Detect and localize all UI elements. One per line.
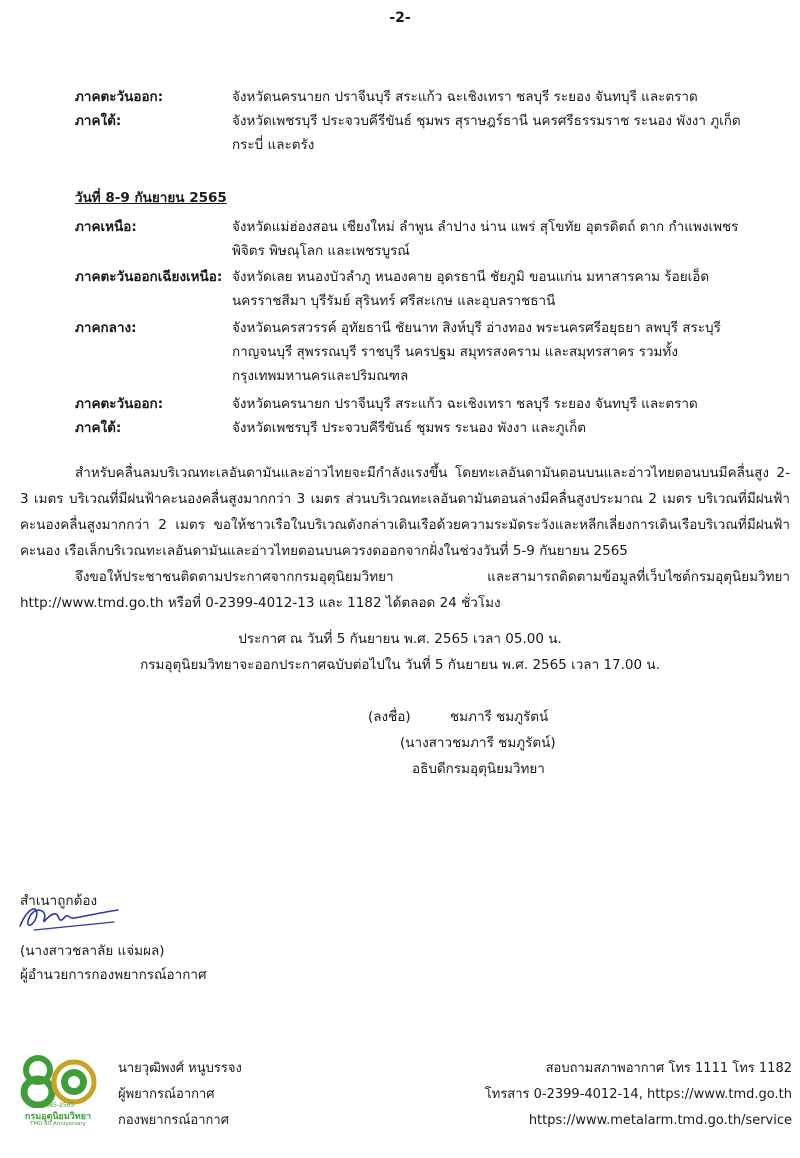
region-text: จังหวัดเพชรบุรี ประจวบคีรีขันธ์ ชุมพร สุราษฎร์ธานี นครศรีธรรมราช ระนอง พังงา ภูเก็ต กระบี่ และตรัง bbox=[232, 113, 741, 153]
region-text: จังหวัดเลย หนองบัวลำภู หนองคาย อุดรธานี ชัยภูมิ ขอนแก่น มหาสารคาม ร้อยเอ็ด นครราชสีมา บุรีรัมย์ สุรินทร์ ศรีสะเกษ และอุบลราชธานี bbox=[232, 269, 710, 309]
region-label: ภาคตะวันออก: bbox=[75, 89, 164, 105]
signed-prefix: (ลงชื่อ) bbox=[368, 709, 411, 725]
logo-years: 2485-2565 bbox=[41, 1102, 75, 1109]
signer-position: อธิบดีกรมอุตุนิยมวิทยา bbox=[412, 761, 545, 777]
region-label: ภาคใต้: bbox=[75, 113, 122, 129]
contact-phone: สอบถามสภาพอากาศ โทร 1111 โทร 1182 bbox=[545, 1061, 792, 1076]
logo-emblem-icon bbox=[18, 1052, 98, 1108]
logo-org-name: กรมอุตุนิยมวิทยา bbox=[24, 1112, 92, 1122]
next-issue-line: กรมอุตุนิยมวิทยาจะออกประกาศฉบับต่อไปใน วันที่ 5 กันยายน พ.ศ. 2565 เวลา 17.00 น. bbox=[140, 657, 660, 673]
certified-label: สำเนาถูกต้อง bbox=[20, 893, 98, 909]
page-number: -2- bbox=[389, 10, 411, 26]
region-label: ภาคตะวันออก: bbox=[75, 396, 164, 412]
region-label: ภาคเหนือ: bbox=[75, 219, 137, 235]
forecaster-role: ผู้พยากรณ์อากาศ bbox=[118, 1087, 215, 1102]
paragraph-waves: สำหรับคลื่นลมบริเวณทะเลอันดามันและอ่าวไทยจะมีกำลังแรงขึ้น โดยทะเลอันดามันตอนบนและอ่าวไทยตอนบนมีคลื่นสูง 2-3 เมตร บริเวณที่มีฝนฟ้าคะนองคลื่นสูงมากกว่า 3 เมตร ส่วนบริเวณทะเลอันดามันตอนล่างมีคลื่นสูงประมาณ 2 เมตร บริเวณที่มีฝนฟ้าคะนองคลื่นสูงมากกว่า 2 เมตร ขอให้ชาวเรือในบริเวณดังกล่าวเดินเรือด้วยความระมัดระวังและหลีกเลี่ยงการเดินเรือบริเวณที่มีฝนฟ้าคะนอง เรือเล็กบริเวณทะเลอันดามันและอ่าวไทยตอนบนควรงดออกจากฝั่งในช่วงวันที่ 5-9 กันยายน 2565 bbox=[20, 465, 790, 559]
region-label: ภาคใต้: bbox=[75, 420, 122, 436]
contact-url-link[interactable]: https://www.metalarm.tmd.go.th/service bbox=[528, 1113, 792, 1128]
handwritten-signature bbox=[14, 898, 124, 938]
region-text: จังหวัดนครนายก ปราจีนบุรี สระแก้ว ฉะเชิงเทรา ชลบุรี ระยอง จันทบุรี และตราด bbox=[232, 396, 698, 412]
region-text: จังหวัดนครสวรรค์ อุทัยธานี ชัยนาท สิงห์บุรี อ่างทอง พระนครศรีอยุธยา ลพบุรี สระบุรี กาญจนบุรี สุพรรณบุรี ราชบุรี นครปฐม สมุทรสงคราม และสมุทรสาคร รวมทั้งกรุงเทพมหานครและปริมณฑล bbox=[232, 320, 721, 384]
tmd-80-anniversary-logo bbox=[18, 1052, 98, 1132]
region-text: จังหวัดนครนายก ปราจีนบุรี สระแก้ว ฉะเชิงเทรา ชลบุรี ระยอง จันทบุรี และตราด bbox=[232, 89, 698, 105]
certified-name: (นางสาวชลาลัย แจ่มผล) bbox=[20, 943, 165, 959]
forecaster-name: นายวุฒิพงศ์ หนูบรรจง bbox=[118, 1061, 242, 1076]
region-text: จังหวัดแม่ฮ่องสอน เชียงใหม่ ลำพูน ลำปาง น่าน แพร่ สุโขทัย อุตรดิตถ์ ตาก กำแพงเพชร พิจิตร พิษณุโลก และเพชรบูรณ์ bbox=[232, 219, 739, 259]
contact-fax: โทรสาร 0-2399-4012-14, https://www.tmd.go.th bbox=[484, 1087, 792, 1102]
signed-name: ชมภารี ชมภูรัตน์ bbox=[450, 709, 549, 725]
signer-full-name: (นางสาวชมภารี ชมภูรัตน์) bbox=[400, 735, 556, 751]
certified-position: ผู้อำนวยการกองพยากรณ์อากาศ bbox=[20, 967, 207, 983]
announce-line: ประกาศ ณ วันที่ 5 กันยายน พ.ศ. 2565 เวลา 05.00 น. bbox=[238, 631, 562, 647]
region-text: จังหวัดเพชรบุรี ประจวบคีรีขันธ์ ชุมพร ระนอง พังงา และภูเก็ต bbox=[232, 420, 587, 436]
logo-anniversary: TMD 80 Anniversary bbox=[30, 1121, 86, 1127]
region-label: ภาคตะวันออกเฉียงเหนือ: bbox=[75, 269, 223, 285]
region-label: ภาคกลาง: bbox=[75, 320, 137, 336]
division-name: กองพยากรณ์อากาศ bbox=[118, 1113, 229, 1128]
date-heading: วันที่ 8-9 กันยายน 2565 bbox=[75, 190, 227, 206]
paragraph-follow: จึงขอให้ประชาชนติดตามประกาศจากกรมอุตุนิยมวิทยา และสามารถติดตามข้อมูลที่เว็บไซต์กรมอุตุนิยมวิทยา http://www.tmd.go.th หรือที่ 0-2399-4012-13 และ 1182 ได้ตลอด 24 ชั่วโมง bbox=[20, 569, 790, 611]
